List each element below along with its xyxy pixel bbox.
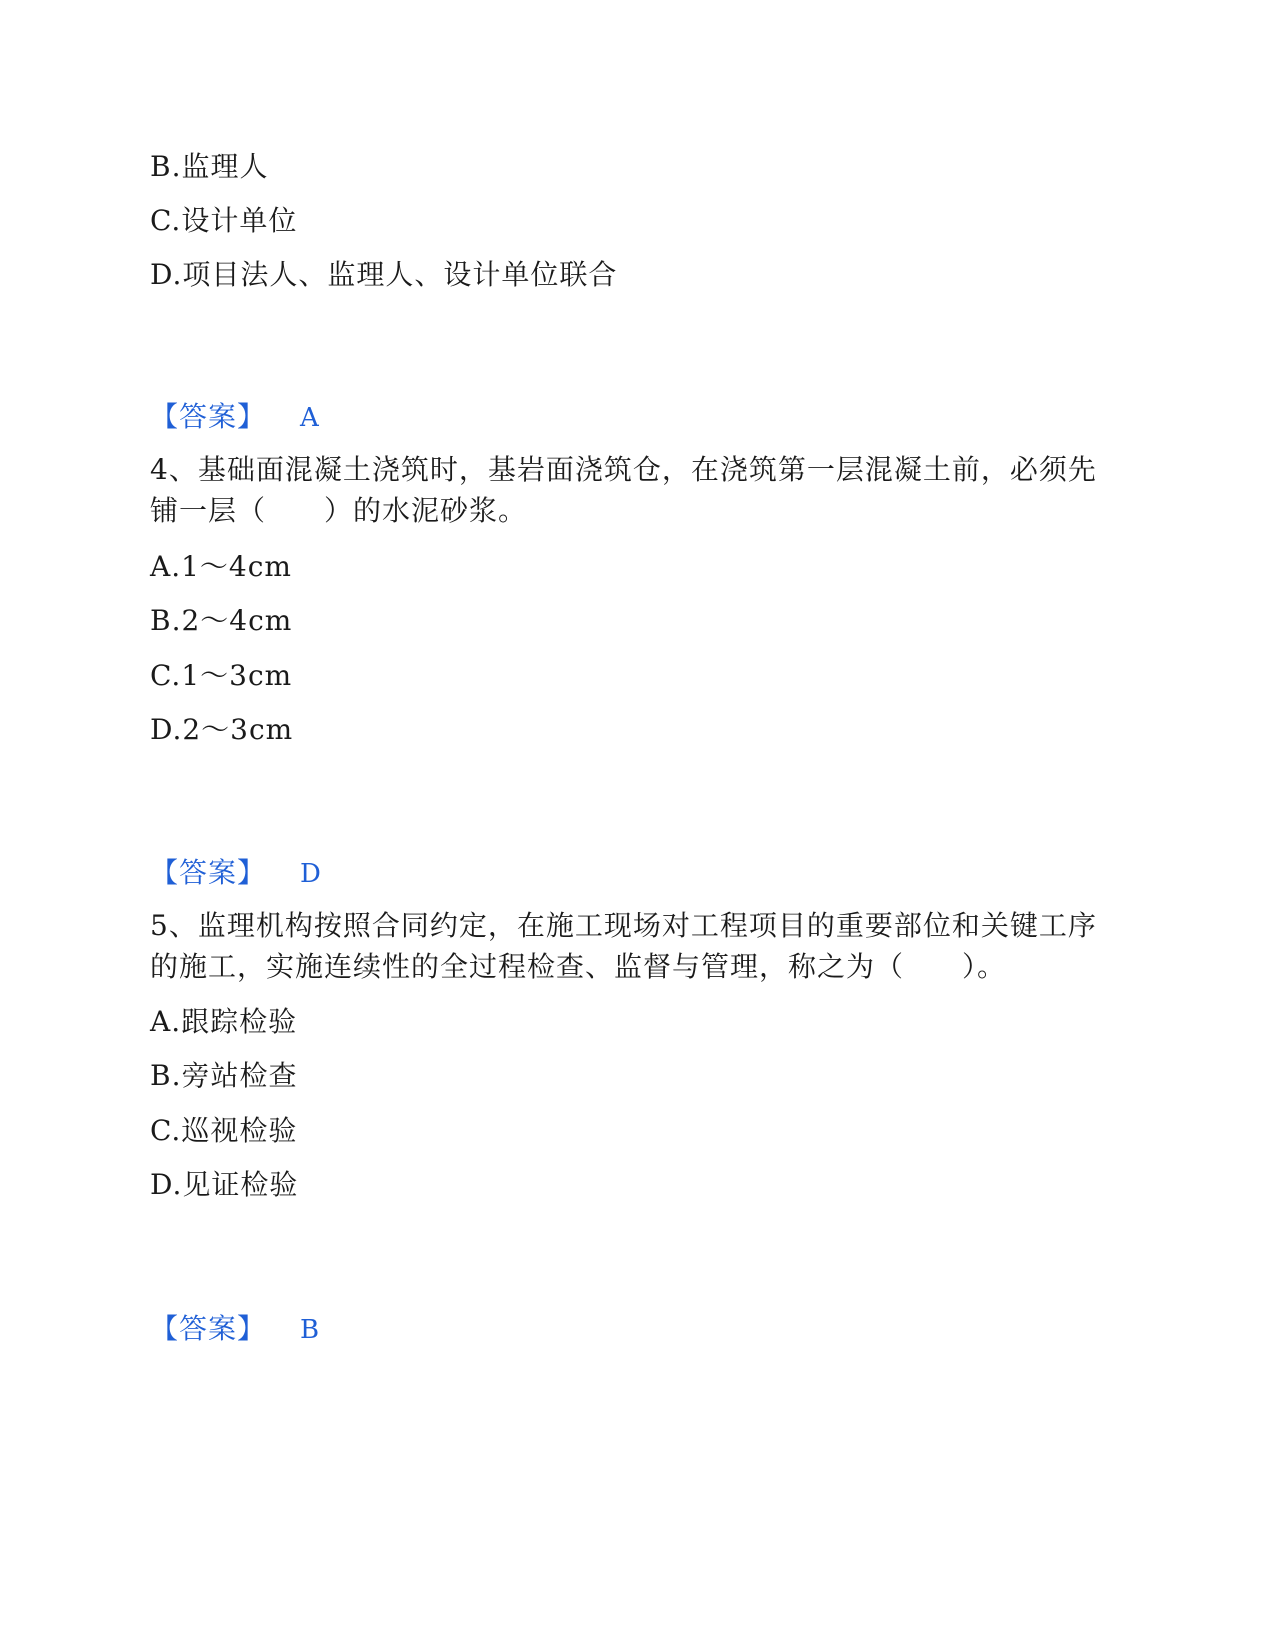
q4-option-b: B.2～4cm xyxy=(150,604,293,637)
q3-option-c: C.设计单位 xyxy=(150,204,298,237)
q5-option-a: A.跟踪检验 xyxy=(150,1005,298,1038)
q4-answer xyxy=(150,856,321,891)
q5-answer xyxy=(150,1312,319,1347)
q5-option-c: C.巡视检验 xyxy=(150,1114,298,1147)
q4-stem-line-2: 铺一层（ ）的水泥砂浆。 xyxy=(150,494,528,527)
q4-stem-line-1: 4、基础面混凝土浇筑时，基岩面浇筑仓，在浇筑第一层混凝土前，必须先 xyxy=(150,453,1097,486)
q5-answer-value: B xyxy=(300,1315,320,1345)
q3-option-d: D.项目法人、监理人、设计单位联合 xyxy=(150,258,618,291)
q5-option-b: B.旁站检查 xyxy=(150,1059,298,1092)
q4-answer-value: D xyxy=(300,859,321,889)
q5-answer-label: 【答案】 xyxy=(150,1312,267,1345)
q4-answer-label: 【答案】 xyxy=(150,856,267,889)
q5-option-d: D.见证检验 xyxy=(150,1168,299,1201)
q3-answer-value: A xyxy=(300,403,319,433)
q3-answer-label: 【答案】 xyxy=(150,400,267,433)
q3-option-b: B.监理人 xyxy=(150,150,269,183)
q4-option-c: C.1～3cm xyxy=(150,659,293,692)
q5-stem-line-2: 的施工，实施连续性的全过程检查、监督与管理，称之为（ ）。 xyxy=(150,950,1007,983)
q4-option-a: A.1～4cm xyxy=(150,550,292,583)
q4-option-d: D.2～3cm xyxy=(150,713,294,746)
q5-stem-line-1: 5、监理机构按照合同约定，在施工现场对工程项目的重要部位和关键工序 xyxy=(150,909,1097,942)
q3-answer xyxy=(150,400,319,435)
